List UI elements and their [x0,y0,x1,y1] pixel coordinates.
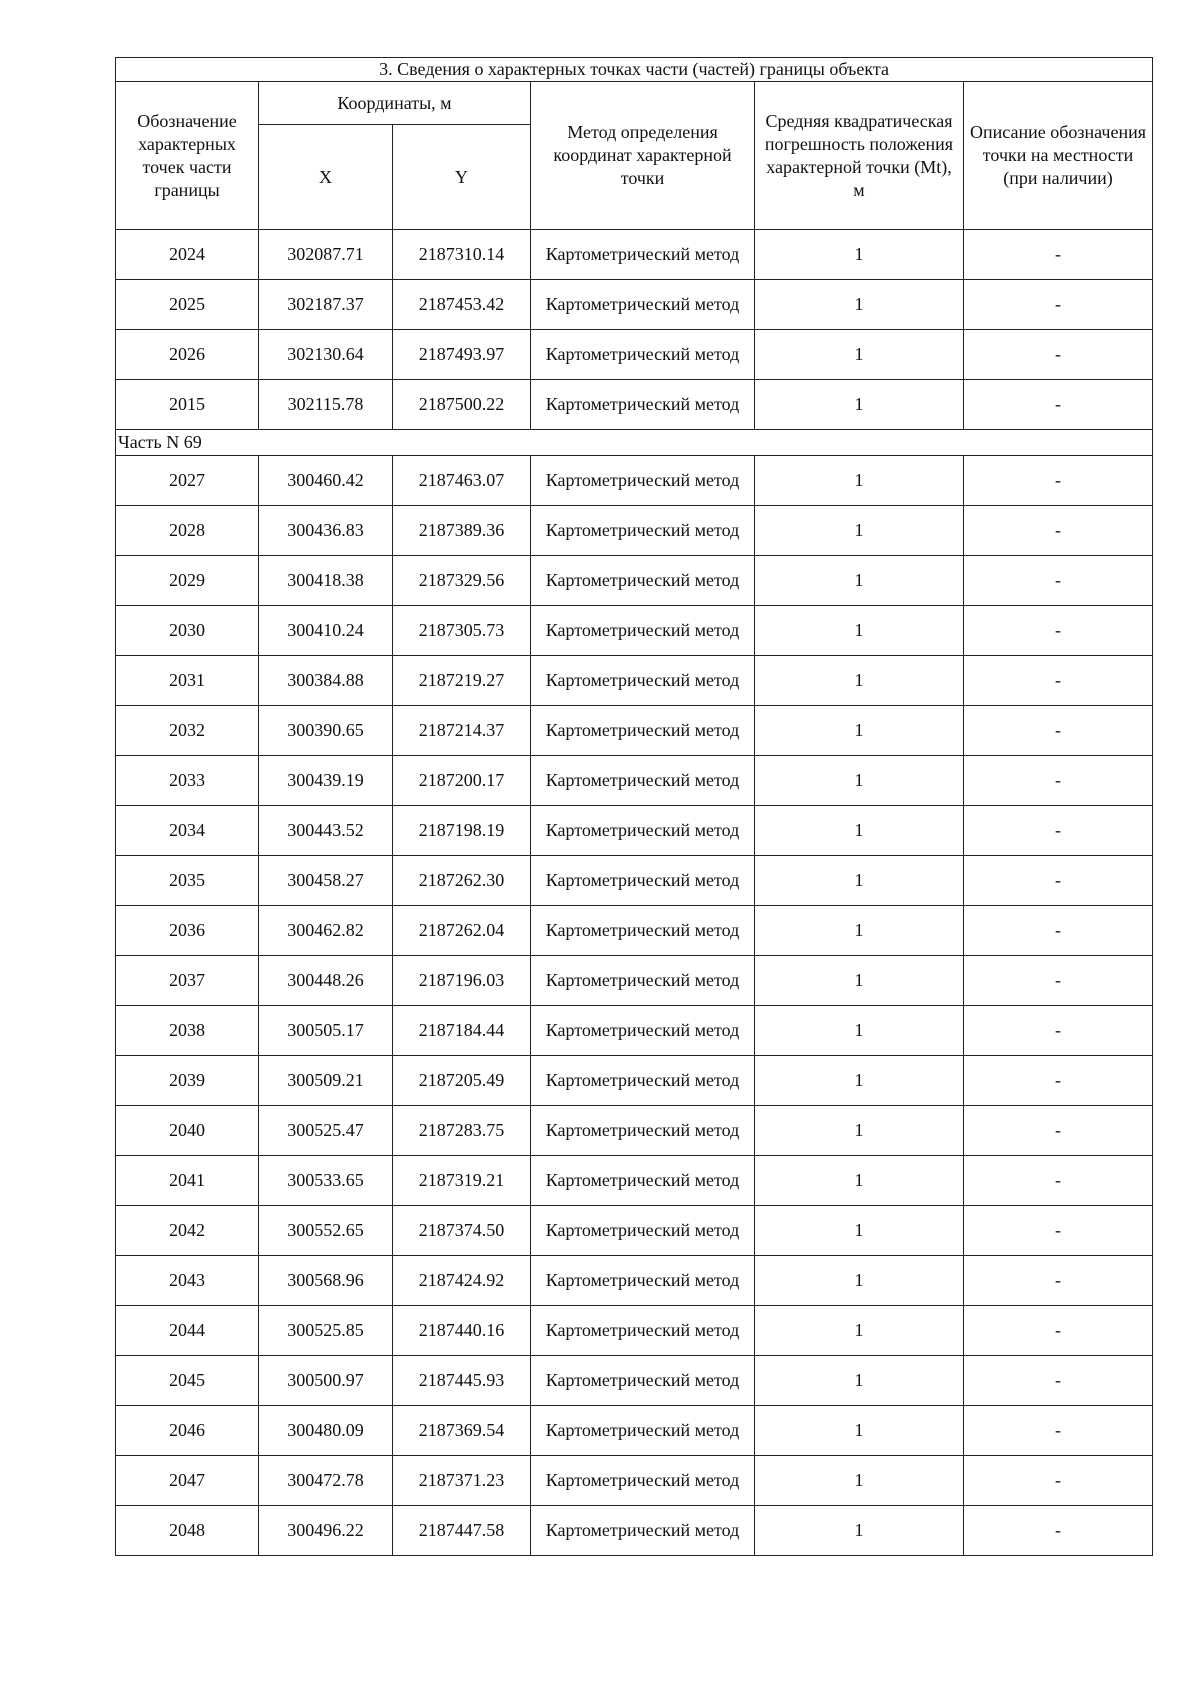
x-coordinate-cell: 300448.26 [259,956,393,1006]
description-cell: - [964,1206,1153,1256]
x-coordinate-cell: 302115.78 [259,380,393,430]
point-designation-cell: 2033 [116,756,259,806]
table-row [116,1306,1153,1356]
error-cell: 1 [755,906,964,956]
method-cell: Картометрический метод [531,1306,755,1356]
error-cell: 1 [755,230,964,280]
y-coordinate-cell: 2187329.56 [393,556,531,606]
method-cell: Картометрический метод [531,456,755,506]
point-designation-cell: 2036 [116,906,259,956]
table-row [116,1006,1153,1056]
description-cell: - [964,380,1153,430]
description-cell: - [964,1456,1153,1506]
y-coordinate-cell: 2187493.97 [393,330,531,380]
x-coordinate-cell: 300552.65 [259,1206,393,1256]
header-description: Описание обозначения точки на местности (при наличии) [964,82,1153,230]
error-cell: 1 [755,1106,964,1156]
method-cell: Картометрический метод [531,330,755,380]
method-cell: Картометрический метод [531,230,755,280]
description-cell: - [964,506,1153,556]
error-cell: 1 [755,1506,964,1556]
method-cell: Картометрический метод [531,1356,755,1406]
error-cell: 1 [755,556,964,606]
description-cell: - [964,756,1153,806]
y-coordinate-cell: 2187305.73 [393,606,531,656]
description-cell: - [964,656,1153,706]
description-cell: - [964,330,1153,380]
x-coordinate-cell: 300480.09 [259,1406,393,1456]
method-cell: Картометрический метод [531,1056,755,1106]
y-coordinate-cell: 2187424.92 [393,1256,531,1306]
header-row-1 [116,82,1153,125]
description-cell: - [964,1506,1153,1556]
y-coordinate-cell: 2187453.42 [393,280,531,330]
method-cell: Картометрический метод [531,756,755,806]
point-designation-cell: 2028 [116,506,259,556]
description-cell: - [964,1356,1153,1406]
method-cell: Картометрический метод [531,556,755,606]
point-designation-cell: 2032 [116,706,259,756]
error-cell: 1 [755,1006,964,1056]
header-method: Метод определения координат характерной точки [531,82,755,230]
error-cell: 1 [755,330,964,380]
method-cell: Картометрический метод [531,956,755,1006]
error-cell: 1 [755,1306,964,1356]
description-cell: - [964,856,1153,906]
x-coordinate-cell: 302130.64 [259,330,393,380]
description-cell: - [964,806,1153,856]
method-cell: Картометрический метод [531,706,755,756]
error-cell: 1 [755,706,964,756]
description-cell: - [964,1256,1153,1306]
x-coordinate-cell: 300525.85 [259,1306,393,1356]
table-row [116,380,1153,430]
error-cell: 1 [755,956,964,1006]
table-row [116,756,1153,806]
x-coordinate-cell: 302187.37 [259,280,393,330]
x-coordinate-cell: 300509.21 [259,1056,393,1106]
description-cell: - [964,456,1153,506]
point-designation-cell: 2037 [116,956,259,1006]
table-row [116,906,1153,956]
point-designation-cell: 2035 [116,856,259,906]
x-coordinate-cell: 300462.82 [259,906,393,956]
table-row [116,1056,1153,1106]
error-cell: 1 [755,756,964,806]
error-cell: 1 [755,606,964,656]
y-coordinate-cell: 2187219.27 [393,656,531,706]
description-cell: - [964,1056,1153,1106]
point-designation-cell: 2043 [116,1256,259,1306]
description-cell: - [964,1156,1153,1206]
point-designation-cell: 2041 [116,1156,259,1206]
y-coordinate-cell: 2187389.36 [393,506,531,556]
point-designation-cell: 2045 [116,1356,259,1406]
y-coordinate-cell: 2187374.50 [393,1206,531,1256]
method-cell: Картометрический метод [531,606,755,656]
table-row [116,1356,1153,1406]
y-coordinate-cell: 2187440.16 [393,1306,531,1356]
y-coordinate-cell: 2187283.75 [393,1106,531,1156]
y-coordinate-cell: 2187369.54 [393,1406,531,1456]
x-coordinate-cell: 300525.47 [259,1106,393,1156]
description-cell: - [964,1106,1153,1156]
description-cell: - [964,1306,1153,1356]
y-coordinate-cell: 2187445.93 [393,1356,531,1406]
table-row [116,1256,1153,1306]
point-designation-cell: 2024 [116,230,259,280]
error-cell: 1 [755,280,964,330]
x-coordinate-cell: 300472.78 [259,1456,393,1506]
point-designation-cell: 2026 [116,330,259,380]
method-cell: Картометрический метод [531,1106,755,1156]
y-coordinate-cell: 2187371.23 [393,1456,531,1506]
method-cell: Картометрический метод [531,1406,755,1456]
y-coordinate-cell: 2187200.17 [393,756,531,806]
y-coordinate-cell: 2187463.07 [393,456,531,506]
error-cell: 1 [755,1256,964,1306]
header-y: Y [393,125,531,230]
point-designation-cell: 2046 [116,1406,259,1456]
method-cell: Картометрический метод [531,380,755,430]
error-cell: 1 [755,456,964,506]
error-cell: 1 [755,1056,964,1106]
table-row [116,230,1153,280]
table-row [116,1456,1153,1506]
boundary-points-table [115,57,1153,1556]
table-row [116,456,1153,506]
method-cell: Картометрический метод [531,906,755,956]
y-coordinate-cell: 2187198.19 [393,806,531,856]
point-designation-cell: 2042 [116,1206,259,1256]
header-designation: Обозначение характерных точек части границы [116,82,259,230]
y-coordinate-cell: 2187500.22 [393,380,531,430]
method-cell: Картометрический метод [531,1456,755,1506]
description-cell: - [964,1006,1153,1056]
y-coordinate-cell: 2187184.44 [393,1006,531,1056]
error-cell: 1 [755,856,964,906]
table-body-before [116,230,1153,430]
point-designation-cell: 2031 [116,656,259,706]
point-designation-cell: 2034 [116,806,259,856]
description-cell: - [964,706,1153,756]
method-cell: Картометрический метод [531,1156,755,1206]
description-cell: - [964,956,1153,1006]
y-coordinate-cell: 2187205.49 [393,1056,531,1106]
table-row [116,1406,1153,1456]
table-row [116,1106,1153,1156]
x-coordinate-cell: 300436.83 [259,506,393,556]
y-coordinate-cell: 2187447.58 [393,1506,531,1556]
point-designation-cell: 2030 [116,606,259,656]
table-body-after [116,456,1153,1556]
x-coordinate-cell: 300533.65 [259,1156,393,1206]
error-cell: 1 [755,1406,964,1456]
header-x: X [259,125,393,230]
table-title-row [116,58,1153,82]
method-cell: Картометрический метод [531,1506,755,1556]
method-cell: Картометрический метод [531,806,755,856]
x-coordinate-cell: 300384.88 [259,656,393,706]
y-coordinate-cell: 2187310.14 [393,230,531,280]
description-cell: - [964,906,1153,956]
error-cell: 1 [755,506,964,556]
x-coordinate-cell: 302087.71 [259,230,393,280]
y-coordinate-cell: 2187262.04 [393,906,531,956]
part-label: Часть N 69 [116,430,1153,456]
table-row [116,606,1153,656]
error-cell: 1 [755,656,964,706]
x-coordinate-cell: 300439.19 [259,756,393,806]
x-coordinate-cell: 300410.24 [259,606,393,656]
description-cell: - [964,280,1153,330]
table-row [116,806,1153,856]
error-cell: 1 [755,806,964,856]
method-cell: Картометрический метод [531,656,755,706]
x-coordinate-cell: 300443.52 [259,806,393,856]
error-cell: 1 [755,1456,964,1506]
y-coordinate-cell: 2187214.37 [393,706,531,756]
description-cell: - [964,606,1153,656]
x-coordinate-cell: 300496.22 [259,1506,393,1556]
description-cell: - [964,1406,1153,1456]
point-designation-cell: 2015 [116,380,259,430]
table-row [116,1506,1153,1556]
x-coordinate-cell: 300458.27 [259,856,393,906]
x-coordinate-cell: 300505.17 [259,1006,393,1056]
point-designation-cell: 2025 [116,280,259,330]
point-designation-cell: 2027 [116,456,259,506]
document-page [115,57,1152,1556]
description-cell: - [964,556,1153,606]
table-row [116,706,1153,756]
table-row [116,956,1153,1006]
y-coordinate-cell: 2187196.03 [393,956,531,1006]
part-section [116,430,1153,456]
header-coordinates: Координаты, м [259,82,531,125]
part-row [116,430,1153,456]
error-cell: 1 [755,1206,964,1256]
x-coordinate-cell: 300500.97 [259,1356,393,1406]
point-designation-cell: 2039 [116,1056,259,1106]
x-coordinate-cell: 300390.65 [259,706,393,756]
error-cell: 1 [755,1156,964,1206]
table-row [116,506,1153,556]
error-cell: 1 [755,380,964,430]
error-cell: 1 [755,1356,964,1406]
description-cell: - [964,230,1153,280]
y-coordinate-cell: 2187319.21 [393,1156,531,1206]
point-designation-cell: 2029 [116,556,259,606]
method-cell: Картометрический метод [531,506,755,556]
table-row [116,330,1153,380]
method-cell: Картометрический метод [531,1256,755,1306]
x-coordinate-cell: 300568.96 [259,1256,393,1306]
table-title: 3. Сведения о характерных точках части (частей) границы объекта [116,58,1153,82]
method-cell: Картометрический метод [531,1206,755,1256]
table-row [116,280,1153,330]
x-coordinate-cell: 300418.38 [259,556,393,606]
point-designation-cell: 2047 [116,1456,259,1506]
table-row [116,556,1153,606]
point-designation-cell: 2038 [116,1006,259,1056]
method-cell: Картометрический метод [531,1006,755,1056]
table-row [116,1156,1153,1206]
y-coordinate-cell: 2187262.30 [393,856,531,906]
x-coordinate-cell: 300460.42 [259,456,393,506]
header-error: Средняя квадратическая погрешность положения характерной точки (Mt), м [755,82,964,230]
table-row [116,1206,1153,1256]
table-row [116,856,1153,906]
point-designation-cell: 2044 [116,1306,259,1356]
method-cell: Картометрический метод [531,856,755,906]
table-row [116,656,1153,706]
point-designation-cell: 2048 [116,1506,259,1556]
method-cell: Картометрический метод [531,280,755,330]
point-designation-cell: 2040 [116,1106,259,1156]
